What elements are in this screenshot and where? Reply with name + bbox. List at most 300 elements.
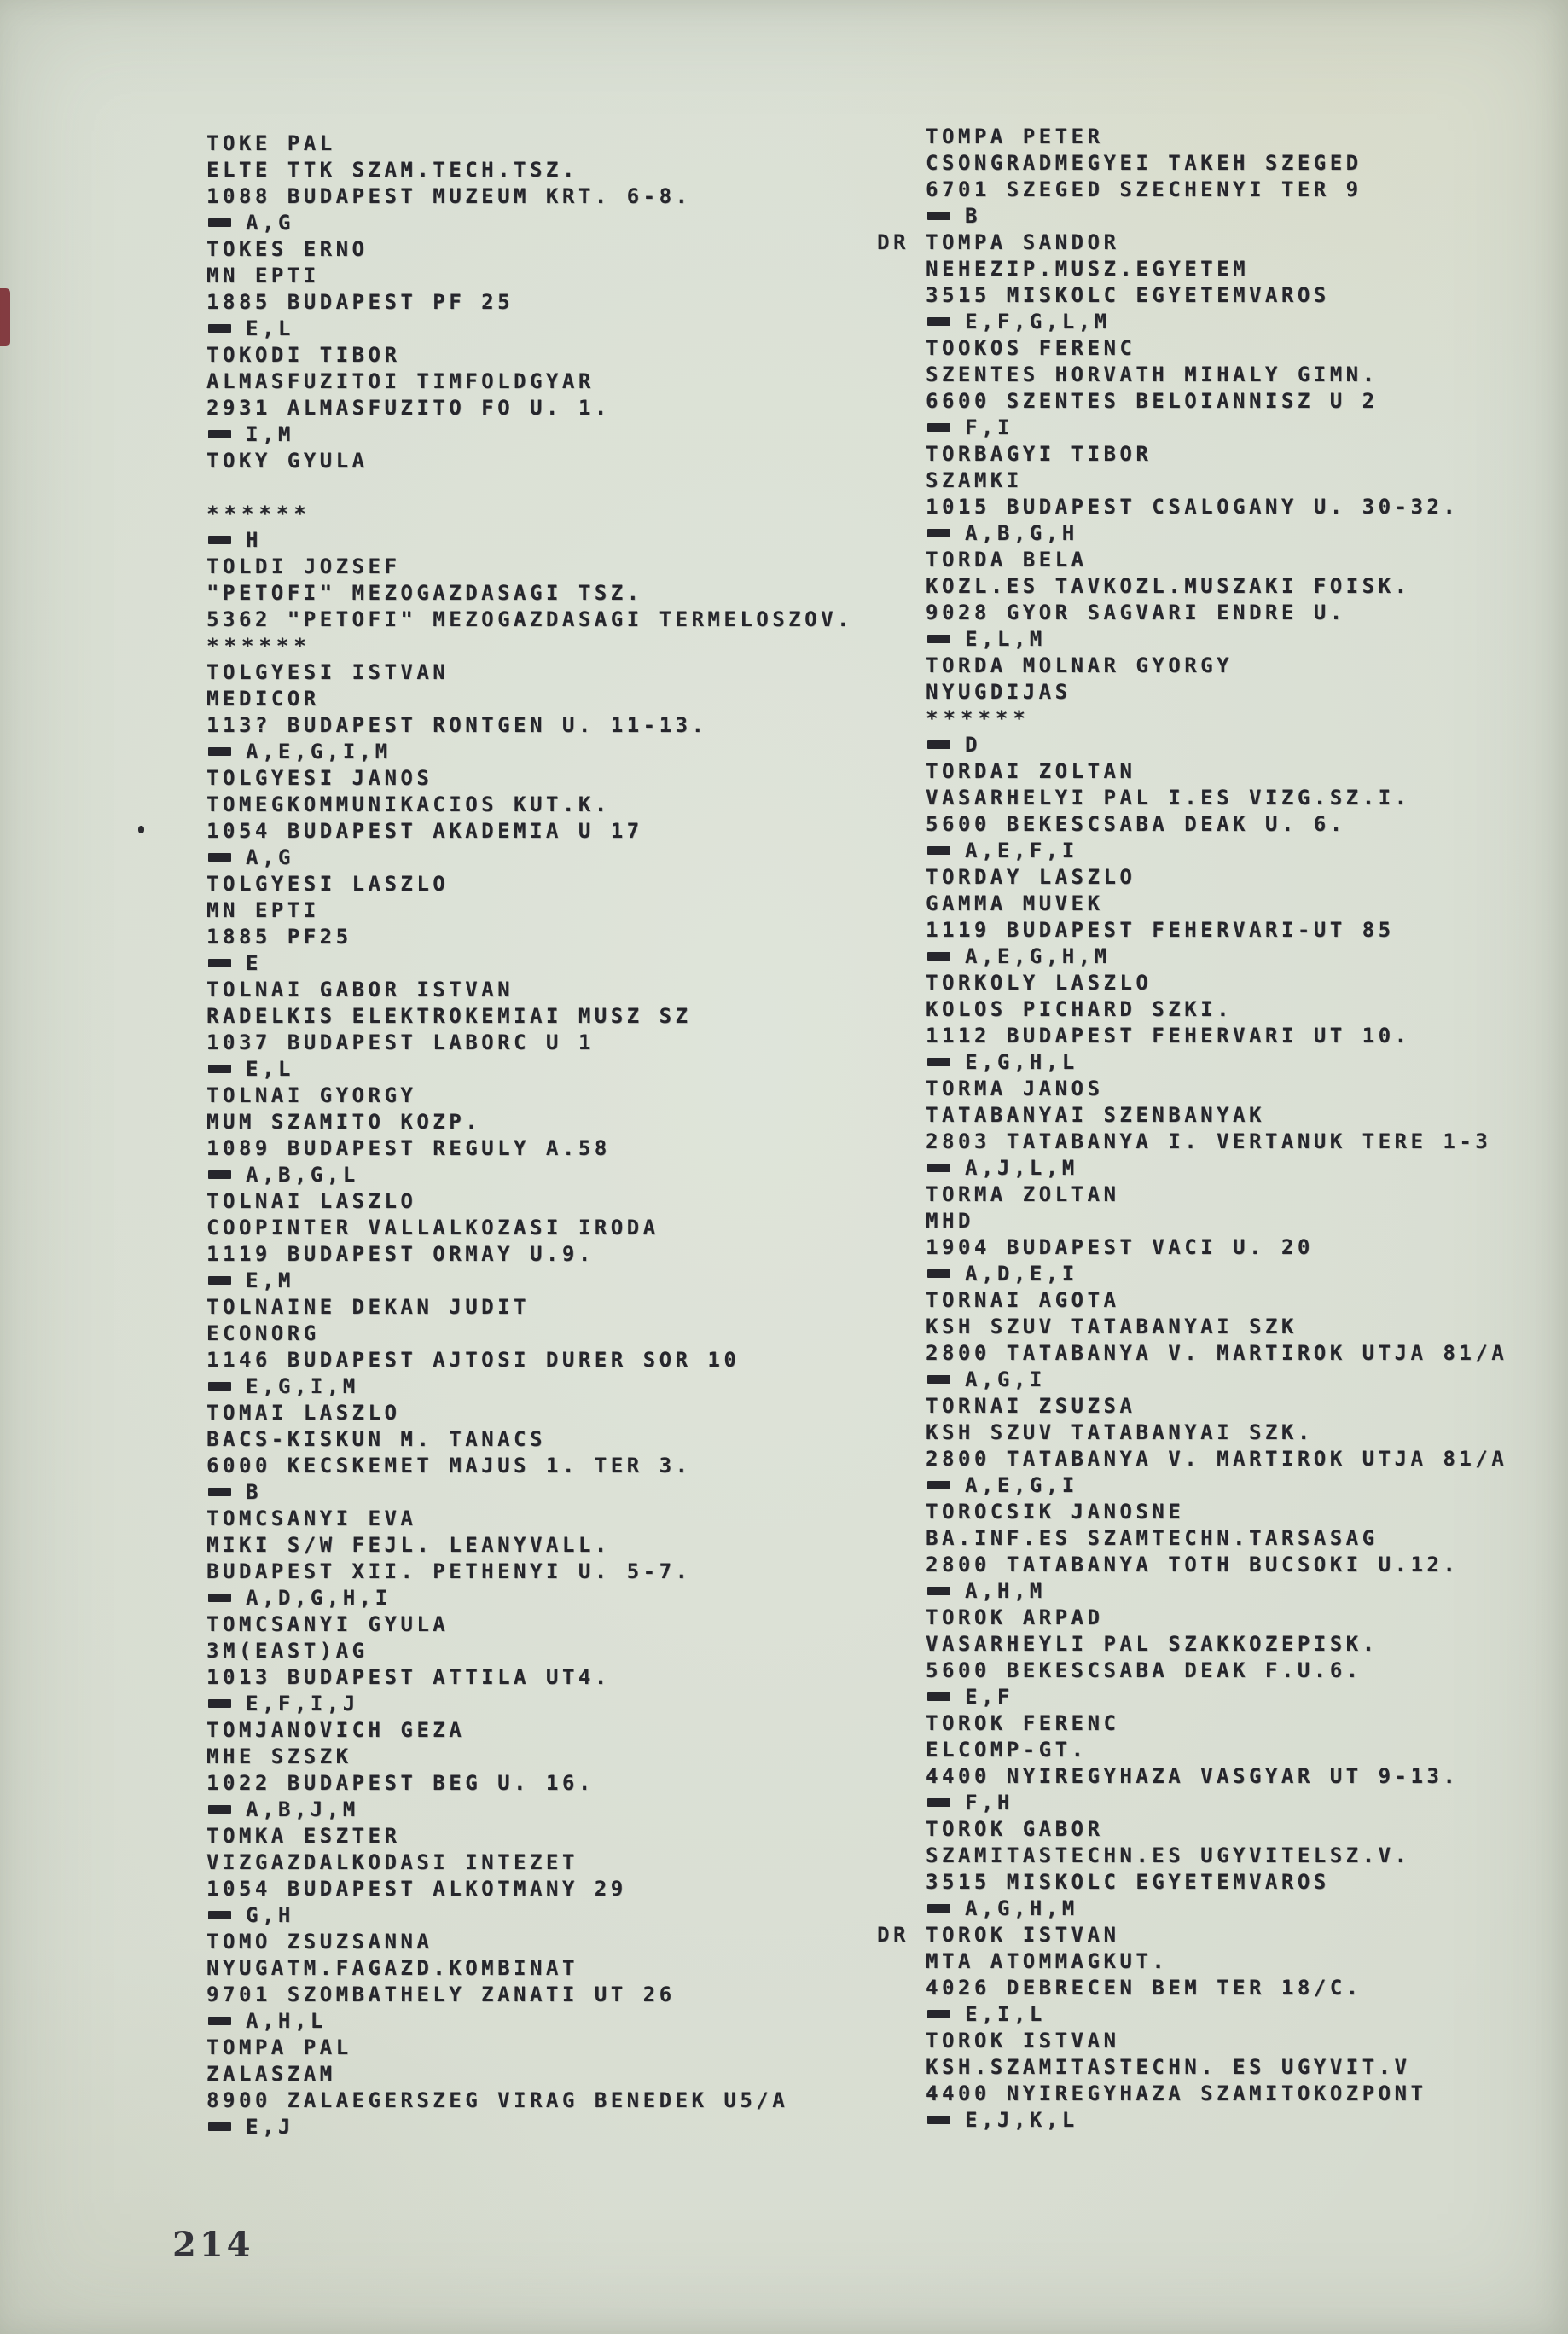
directory-line-org (158, 1850, 853, 1877)
line-text: TORDAI ZOLTAN (926, 759, 1136, 783)
line-text: TOMPA PAL (206, 2035, 352, 2059)
right-column (877, 125, 1507, 2134)
line-text: A,H,M (965, 1579, 1046, 1603)
directory-line-org (877, 891, 1507, 918)
directory-line-address (877, 812, 1507, 839)
directory-line-address (877, 2081, 1507, 2108)
directory-line-codes (877, 1050, 1507, 1077)
line-text: SZAMKI (926, 468, 1023, 492)
line-text: F,H (965, 1791, 1013, 1814)
directory-line-address (877, 1870, 1507, 1896)
directory-line-name (158, 1612, 853, 1639)
directory-line-codes (158, 845, 853, 872)
code-dash-icon (208, 853, 231, 862)
left-column (158, 131, 853, 2141)
code-dash-icon (927, 1481, 950, 1489)
directory-line-org (158, 1004, 853, 1031)
directory-line-name (158, 1930, 853, 1956)
directory-line-codes (877, 1367, 1507, 1394)
line-text: MHD (926, 1209, 974, 1233)
line-text: 1022 BUDAPEST BEG U. 16. (206, 1771, 595, 1795)
line-text: MIKI S/W FEJL. LEANYVALL. (206, 1533, 611, 1557)
line-text: TOMKA ESZTER (206, 1824, 401, 1848)
code-dash-icon (208, 430, 231, 438)
directory-line-org (877, 363, 1507, 389)
directory-line-name (158, 1295, 853, 1321)
code-dash-icon (208, 747, 231, 756)
directory-line-name (158, 1824, 853, 1850)
code-dash-icon (927, 212, 950, 220)
line-text: TOLNAI GABOR ISTVAN (206, 978, 514, 1002)
line-text: ELTE TTK SZAM.TECH.TSZ. (206, 158, 578, 182)
line-text: MHE SZSZK (206, 1745, 352, 1768)
line-text: TATABANYAI SZENBANYAK (926, 1103, 1265, 1127)
line-text: 1015 BUDAPEST CSALOGANY U. 30-32. (926, 495, 1460, 519)
line-text: NYUGDIJAS (926, 680, 1071, 704)
directory-line-address (158, 607, 853, 634)
directory-line-address (877, 918, 1507, 944)
directory-line-address (158, 925, 853, 951)
code-dash-icon (208, 1488, 231, 1496)
line-text: 2800 TATABANYA V. MARTIROK UTJA 81/A (926, 1447, 1508, 1471)
code-dash-icon (927, 1798, 950, 1807)
line-text: 5600 BEKESCSABA DEAK F.U.6. (926, 1658, 1362, 1682)
directory-line-address (158, 1771, 853, 1797)
directory-line-org (158, 1956, 853, 1983)
line-text: MTA ATOMMAGKUT. (926, 1949, 1169, 1973)
line-text: H (246, 528, 262, 552)
line-text: KSH.SZAMITASTECHN. ES UGYVIT.V (926, 2055, 1411, 2079)
directory-line-name (877, 1500, 1507, 1526)
directory-line-address (158, 396, 853, 422)
line-text: ****** (206, 502, 311, 525)
directory-line-name (877, 125, 1507, 151)
line-text: A,H,L (246, 2009, 327, 2033)
code-dash-icon (927, 1587, 950, 1595)
line-text: MUM SZAMITO KOZP. (206, 1110, 482, 1134)
directory-line-name (877, 548, 1507, 574)
directory-line-address (158, 1242, 853, 1269)
code-dash-icon (927, 952, 950, 961)
ink-speck (138, 826, 144, 833)
line-text: TOLNAI GYORGY (206, 1083, 417, 1107)
directory-line-codes (158, 422, 853, 449)
line-text: 5362 "PETOFI" MEZOGAZDASAGI TERMELOSZOV. (206, 607, 853, 631)
directory-line-stars (877, 706, 1507, 733)
directory-line-address (877, 1129, 1507, 1156)
directory-line-name (877, 971, 1507, 997)
directory-line-name (158, 1718, 853, 1745)
directory-line-name (158, 1083, 853, 1110)
line-text: E,L (246, 316, 294, 340)
line-text: CSONGRADMEGYEI TAKEH SZEGED (926, 151, 1362, 175)
line-text: E,J,K,L (965, 2108, 1078, 2132)
line-text: F,I (965, 415, 1013, 439)
directory-line-codes (158, 1057, 853, 1083)
line-text: E,F,G,L,M (965, 310, 1111, 334)
line-text: TOKODI TIBOR (206, 343, 401, 367)
line-text: TORDA BELA (926, 548, 1088, 572)
line-text: 4400 NYIREGYHAZA VASGYAR UT 9-13. (926, 1764, 1460, 1788)
directory-line-org (158, 264, 853, 290)
line-text: 2931 ALMASFUZITO FO U. 1. (206, 396, 611, 420)
code-dash-icon (927, 846, 950, 855)
directory-line-address (877, 1658, 1507, 1685)
line-text: TORKOLY LASZLO (926, 971, 1153, 995)
directory-line-codes (877, 1685, 1507, 1711)
line-text: A,G,I (965, 1367, 1046, 1391)
line-text: A,G (246, 211, 294, 235)
directory-line-org (877, 257, 1507, 283)
directory-line-name (877, 1077, 1507, 1103)
directory-line-codes (877, 521, 1507, 548)
code-dash-icon (927, 2116, 950, 2124)
line-text: 6701 SZEGED SZECHENYI TER 9 (926, 177, 1362, 201)
directory-line-org (158, 158, 853, 184)
code-dash-icon (927, 423, 950, 432)
directory-line-name (158, 1507, 853, 1533)
code-dash-icon (927, 1692, 950, 1701)
directory-line-org (877, 1738, 1507, 1764)
directory-line-address (877, 177, 1507, 204)
line-text: GAMMA MUVEK (926, 891, 1104, 915)
directory-line-name (877, 1923, 1507, 1949)
directory-line-org (877, 1209, 1507, 1235)
line-text: TOMPA PETER (926, 125, 1104, 148)
line-text: A,E,G,I (965, 1473, 1078, 1497)
directory-line-address (877, 1447, 1507, 1473)
directory-line-codes (877, 944, 1507, 971)
directory-line-address (158, 1454, 853, 1480)
line-text: BACS-KISKUN M. TANACS (206, 1427, 546, 1451)
directory-line-name (158, 1401, 853, 1427)
code-dash-icon (208, 1911, 231, 1919)
line-text: TOMCSANYI EVA (206, 1507, 417, 1530)
line-text: E,L,M (965, 627, 1046, 651)
line-text: TOLGYESI ISTVAN (206, 660, 450, 684)
line-text: TORMA ZOLTAN (926, 1182, 1120, 1206)
line-text: A,E,G,H,M (965, 944, 1111, 968)
line-text: 1089 BUDAPEST REGULY A.58 (206, 1136, 611, 1160)
line-text: TOMO ZSUZSANNA (206, 1930, 433, 1954)
directory-line-blank (158, 475, 853, 502)
directory-line-name (877, 865, 1507, 891)
line-text: TOROK GABOR (926, 1817, 1104, 1841)
directory-line-codes (877, 415, 1507, 442)
line-text: G,H (246, 1903, 294, 1927)
line-text: 9701 SZOMBATHELY ZANATI UT 26 (206, 1983, 676, 2006)
directory-line-codes (877, 204, 1507, 230)
directory-line-codes (877, 1791, 1507, 1817)
line-text: 2803 TATABANYA I. VERTANUK TERE 1-3 (926, 1129, 1492, 1153)
directory-line-address (158, 290, 853, 316)
directory-line-name (158, 449, 853, 475)
directory-line-org (877, 574, 1507, 601)
directory-line-codes (877, 2108, 1507, 2134)
line-text: E,F,I,J (246, 1692, 359, 1716)
line-text: TORDA MOLNAR GYORGY (926, 653, 1234, 677)
directory-line-org (158, 581, 853, 607)
line-text: TORNAI AGOTA (926, 1288, 1120, 1312)
directory-line-org (877, 1420, 1507, 1447)
directory-line-codes (877, 310, 1507, 336)
line-text: A,B,G,L (246, 1163, 359, 1187)
directory-line-address (877, 1553, 1507, 1579)
directory-line-name (158, 766, 853, 793)
line-text: A,J,L,M (965, 1156, 1078, 1180)
directory-line-stars (158, 502, 853, 528)
directory-line-name (877, 336, 1507, 363)
line-text: TOMPA SANDOR (926, 230, 1120, 254)
directory-line-org (877, 1526, 1507, 1553)
directory-line-codes (877, 733, 1507, 759)
code-dash-icon (208, 1276, 231, 1285)
line-text: 1088 BUDAPEST MUZEUM KRT. 6-8. (206, 184, 692, 208)
directory-line-codes (158, 211, 853, 237)
line-text: 1904 BUDAPEST VACI U. 20 (926, 1235, 1314, 1259)
line-text: TOROK FERENC (926, 1711, 1120, 1735)
directory-line-stars (158, 634, 853, 660)
dr-prefix: DR (877, 230, 909, 254)
directory-line-org (158, 1427, 853, 1454)
directory-line-codes (158, 951, 853, 978)
line-text: KOZL.ES TAVKOZL.MUSZAKI FOISK. (926, 574, 1411, 598)
code-dash-icon (208, 1805, 231, 1814)
line-text: TOROK ISTVAN (926, 1923, 1120, 1947)
directory-line-org (158, 1745, 853, 1771)
directory-line-address (877, 1235, 1507, 1262)
line-text: A,G (246, 845, 294, 869)
line-text: 1013 BUDAPEST ATTILA UT4. (206, 1665, 611, 1689)
directory-line-address (877, 389, 1507, 415)
line-text: 6000 KECSKEMET MAJUS 1. TER 3. (206, 1454, 692, 1478)
directory-line-codes (877, 839, 1507, 865)
line-text: TOKES ERNO (206, 237, 369, 261)
directory-line-address (877, 1024, 1507, 1050)
line-text: TOLNAI LASZLO (206, 1189, 417, 1213)
directory-line-address (158, 1348, 853, 1374)
line-text: TOLNAINE DEKAN JUDIT (206, 1295, 530, 1319)
directory-line-codes (877, 1156, 1507, 1182)
line-text: TOMJANOVICH GEZA (206, 1718, 466, 1742)
directory-line-org (877, 997, 1507, 1024)
red-edge-mark (0, 288, 10, 346)
directory-line-name (158, 660, 853, 687)
line-text: TOKE PAL (206, 131, 336, 155)
directory-line-codes (158, 1480, 853, 1507)
line-text: BUDAPEST XII. PETHENYI U. 5-7. (206, 1559, 692, 1583)
line-text: 4400 NYIREGYHAZA SZAMITOKOZPONT (926, 2081, 1427, 2105)
line-text: SZAMITASTECHN.ES UGYVITELSZ.V. (926, 1843, 1411, 1867)
line-text: TORMA JANOS (926, 1077, 1104, 1100)
directory-line-name (158, 237, 853, 264)
directory-line-name (877, 1288, 1507, 1315)
line-text: ****** (206, 634, 311, 658)
directory-line-address (158, 713, 853, 740)
line-text: E,M (246, 1269, 294, 1292)
directory-line-name (877, 1711, 1507, 1738)
directory-line-name (158, 2035, 853, 2062)
directory-line-org (158, 2062, 853, 2088)
line-text: KSH SZUV TATABANYAI SZK (926, 1315, 1298, 1338)
line-text: KSH SZUV TATABANYAI SZK. (926, 1420, 1314, 1444)
line-text: TOROK ARPAD (926, 1605, 1104, 1629)
line-text: 1146 BUDAPEST AJTOSI DURER SOR 10 (206, 1348, 740, 1372)
line-text: TOLGYESI LASZLO (206, 872, 450, 896)
directory-line-org (158, 793, 853, 819)
directory-line-address (158, 819, 853, 845)
code-dash-icon (208, 218, 231, 227)
line-text: E,I,L (965, 2002, 1046, 2026)
directory-line-name (877, 1605, 1507, 1632)
directory-line-codes (158, 1797, 853, 1824)
directory-line-org (877, 1632, 1507, 1658)
directory-line-org (158, 1533, 853, 1559)
line-text: TORDAY LASZLO (926, 865, 1136, 889)
directory-line-org (158, 369, 853, 396)
line-text: 1119 BUDAPEST ORMAY U.9. (206, 1242, 595, 1266)
line-text: TOMEGKOMMUNIKACIOS KUT.K. (206, 793, 611, 816)
line-text: 3515 MISKOLC EGYETEMVAROS (926, 283, 1330, 307)
directory-line-codes (158, 2009, 853, 2035)
directory-line-address (158, 1136, 853, 1163)
directory-line-codes (158, 1163, 853, 1189)
line-text: A,D,G,H,I (246, 1586, 392, 1610)
line-text: A,B,G,H (965, 521, 1078, 545)
line-text: E,G,I,M (246, 1374, 359, 1398)
code-dash-icon (927, 317, 950, 326)
line-text: 1054 BUDAPEST ALKOTMANY 29 (206, 1877, 627, 1901)
line-text: E (246, 951, 262, 975)
directory-line-name (158, 872, 853, 898)
directory-line-codes (158, 1586, 853, 1612)
line-text: 3M(EAST)AG (206, 1639, 369, 1663)
directory-line-org (158, 1216, 853, 1242)
line-text: NEHEZIP.MUSZ.EGYETEM (926, 257, 1249, 281)
directory-line-address (877, 1764, 1507, 1791)
code-dash-icon (208, 1065, 231, 1073)
line-text: TOOKOS FERENC (926, 336, 1136, 360)
line-text: TOMAI LASZLO (206, 1401, 401, 1425)
line-text: TOLDI JOZSEF (206, 554, 401, 578)
line-text: RADELKIS ELEKTROKEMIAI MUSZ SZ (206, 1004, 692, 1028)
code-dash-icon (208, 1170, 231, 1179)
code-dash-icon (927, 1058, 950, 1066)
directory-line-name (158, 1189, 853, 1216)
directory-line-name (158, 978, 853, 1004)
line-text: ****** (926, 706, 1031, 730)
dr-prefix: DR (877, 1923, 909, 1947)
directory-line-address (158, 184, 853, 211)
line-text: ALMASFUZITOI TIMFOLDGYAR (206, 369, 595, 393)
directory-line-codes (877, 2002, 1507, 2029)
code-dash-icon (927, 740, 950, 749)
directory-line-name (877, 759, 1507, 786)
line-text: A,G,H,M (965, 1896, 1078, 1920)
directory-line-org (877, 1949, 1507, 1976)
line-text: TOMCSANYI GYULA (206, 1612, 450, 1636)
line-text: VIZGAZDALKODASI INTEZET (206, 1850, 578, 1874)
line-text: BA.INF.ES SZAMTECHN.TARSASAG (926, 1526, 1379, 1550)
directory-line-address (158, 1983, 853, 2009)
directory-line-codes (877, 1473, 1507, 1500)
directory-line-address (877, 1341, 1507, 1367)
directory-line-name (877, 653, 1507, 680)
line-text: E,J (246, 2115, 294, 2139)
directory-line-name (877, 1394, 1507, 1420)
line-text: KOLOS PICHARD SZKI. (926, 997, 1234, 1021)
line-text: MN EPTI (206, 264, 320, 287)
line-text: E,F (965, 1685, 1013, 1709)
line-text: 2800 TATABANYA V. MARTIROK UTJA 81/A (926, 1341, 1508, 1365)
line-text: TOROK ISTVAN (926, 2029, 1120, 2052)
code-dash-icon (208, 2017, 231, 2025)
line-text: SZENTES HORVATH MIHALY GIMN. (926, 363, 1379, 386)
code-dash-icon (927, 529, 950, 537)
directory-line-org (158, 1639, 853, 1665)
directory-line-name (877, 1817, 1507, 1843)
line-text: A,E,F,I (965, 839, 1078, 862)
line-text: A,D,E,I (965, 1262, 1078, 1286)
line-text: ZALASZAM (206, 2062, 336, 2086)
code-dash-icon (927, 635, 950, 643)
directory-line-address (877, 601, 1507, 627)
code-dash-icon (927, 1904, 950, 1913)
line-text: B (965, 204, 981, 228)
line-text: NYUGATM.FAGAZD.KOMBINAT (206, 1956, 578, 1980)
directory-line-codes (158, 2115, 853, 2141)
directory-line-codes (158, 1374, 853, 1401)
directory-line-name (877, 1182, 1507, 1209)
line-text: TORBAGYI TIBOR (926, 442, 1153, 466)
code-dash-icon (208, 2122, 231, 2131)
code-dash-icon (927, 1375, 950, 1384)
line-text: VASARHELYI PAL I.ES VIZG.SZ.I. (926, 786, 1411, 810)
directory-line-name (877, 442, 1507, 468)
line-text: 2800 TATABANYA TOTH BUCSOKI U.12. (926, 1553, 1460, 1576)
line-text: 5600 BEKESCSABA DEAK U. 6. (926, 812, 1346, 836)
directory-line-org (877, 151, 1507, 177)
directory-line-codes (877, 1896, 1507, 1923)
line-text: E,G,H,L (965, 1050, 1078, 1074)
directory-line-codes (158, 1692, 853, 1718)
line-text: 1885 PF25 (206, 925, 352, 949)
line-text: TOLGYESI JANOS (206, 766, 433, 790)
line-text: E,L (246, 1057, 294, 1081)
line-text: ECONORG (206, 1321, 320, 1345)
line-text: A,E,G,I,M (246, 740, 392, 763)
directory-line-codes (877, 1579, 1507, 1605)
line-text: A,B,J,M (246, 1797, 359, 1821)
directory-line-address (158, 1877, 853, 1903)
line-text: 1112 BUDAPEST FEHERVARI UT 10. (926, 1024, 1411, 1048)
line-text: 4026 DEBRECEN BEM TER 18/C. (926, 1976, 1362, 2000)
directory-line-codes (158, 740, 853, 766)
line-text: VASARHEYLI PAL SZAKKOZEPISK. (926, 1632, 1379, 1656)
directory-line-org (158, 687, 853, 713)
directory-line-address (158, 1559, 853, 1586)
directory-line-codes (158, 528, 853, 554)
code-dash-icon (208, 536, 231, 544)
line-text: TOKY GYULA (206, 449, 369, 473)
line-text: 113? BUDAPEST RONTGEN U. 11-13. (206, 713, 708, 737)
line-text: 6600 SZENTES BELOIANNISZ U 2 (926, 389, 1379, 413)
code-dash-icon (927, 1269, 950, 1278)
directory-line-codes (877, 627, 1507, 653)
line-text: 8900 ZALAEGERSZEG VIRAG BENEDEK U5/A (206, 2088, 789, 2112)
line-text: TORNAI ZSUZSA (926, 1394, 1136, 1418)
directory-line-address (877, 1976, 1507, 2002)
